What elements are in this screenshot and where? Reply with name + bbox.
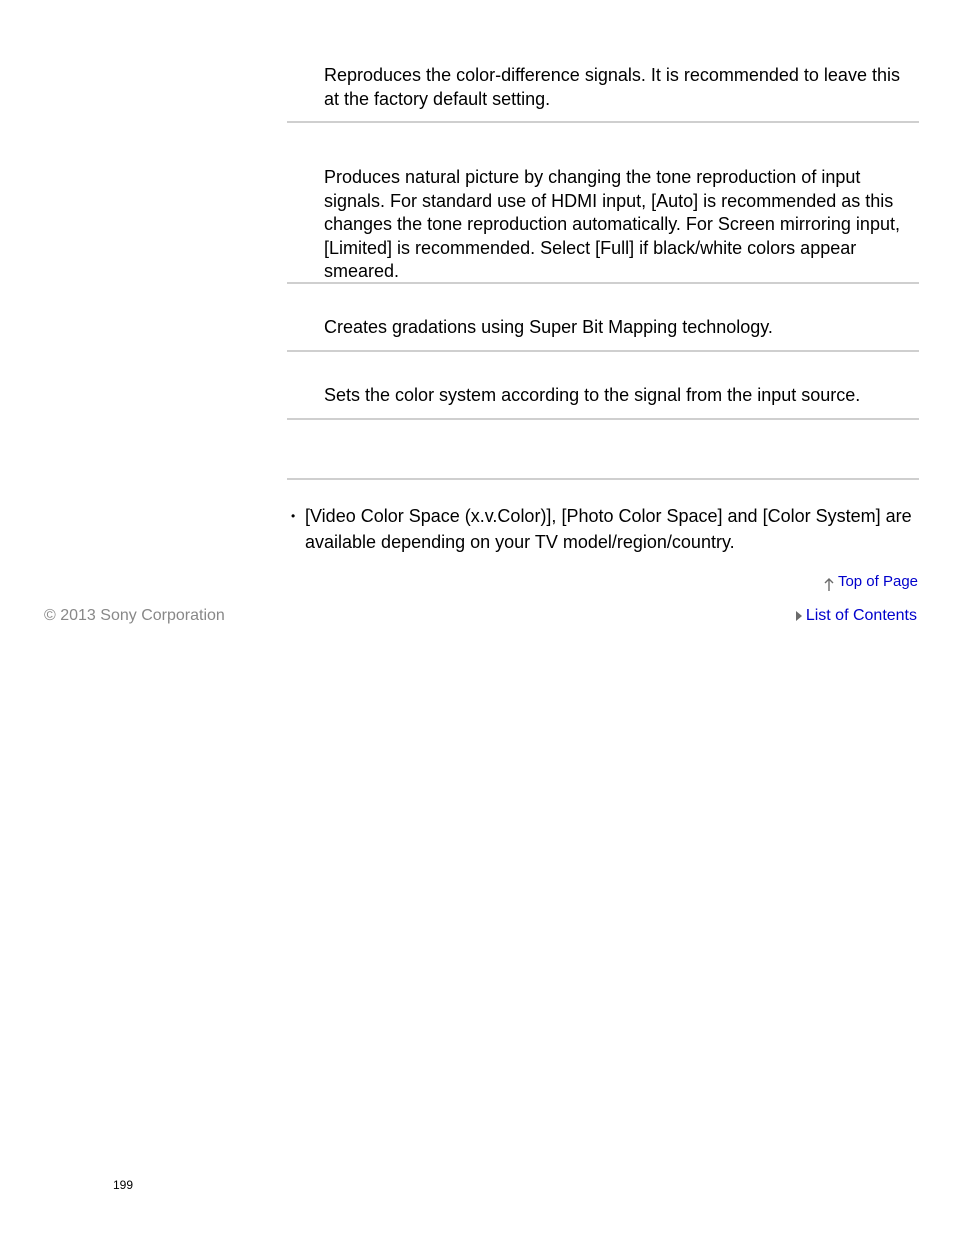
triangle-right-icon bbox=[796, 611, 802, 621]
setting-entry bbox=[287, 123, 919, 284]
setting-entry bbox=[287, 284, 919, 352]
settings-description-list bbox=[287, 0, 919, 480]
setting-entry bbox=[287, 0, 919, 123]
setting-description: Reproduces the color-difference signals. It is recommended to leave this at the factory default setting. bbox=[324, 65, 900, 109]
top-of-page-link[interactable] bbox=[823, 572, 918, 592]
bullet-icon: • bbox=[291, 509, 296, 523]
setting-entry bbox=[287, 352, 919, 420]
list-of-contents-link[interactable] bbox=[796, 606, 917, 625]
note bbox=[287, 503, 919, 555]
setting-description: Sets the color system according to the signal from the input source. bbox=[324, 385, 861, 405]
arrow-up-icon bbox=[823, 578, 835, 592]
copyright: © 2013 Sony Corporation bbox=[44, 607, 225, 624]
setting-description: Creates gradations using Super Bit Mapping technology. bbox=[324, 317, 773, 337]
setting-description: Produces natural picture by changing the tone reproduction of input signals. For standard use of HDMI input, [Auto] is recommended as this changes the tone reproduction automatically. For Screen mirroring input, [Limited] is recommended. Select [Full] if black/white colors appear smeared. bbox=[324, 167, 900, 281]
page-number: 199 bbox=[113, 1178, 134, 1192]
list-of-contents-label: List of Contents bbox=[805, 607, 917, 624]
top-of-page-label: Top of Page bbox=[837, 573, 918, 590]
setting-entry-empty bbox=[287, 420, 919, 480]
note-text: [Video Color Space (x.v.Color)], [Photo Color Space] and [Color System] are available depending on your TV model/region/country. bbox=[305, 506, 912, 552]
